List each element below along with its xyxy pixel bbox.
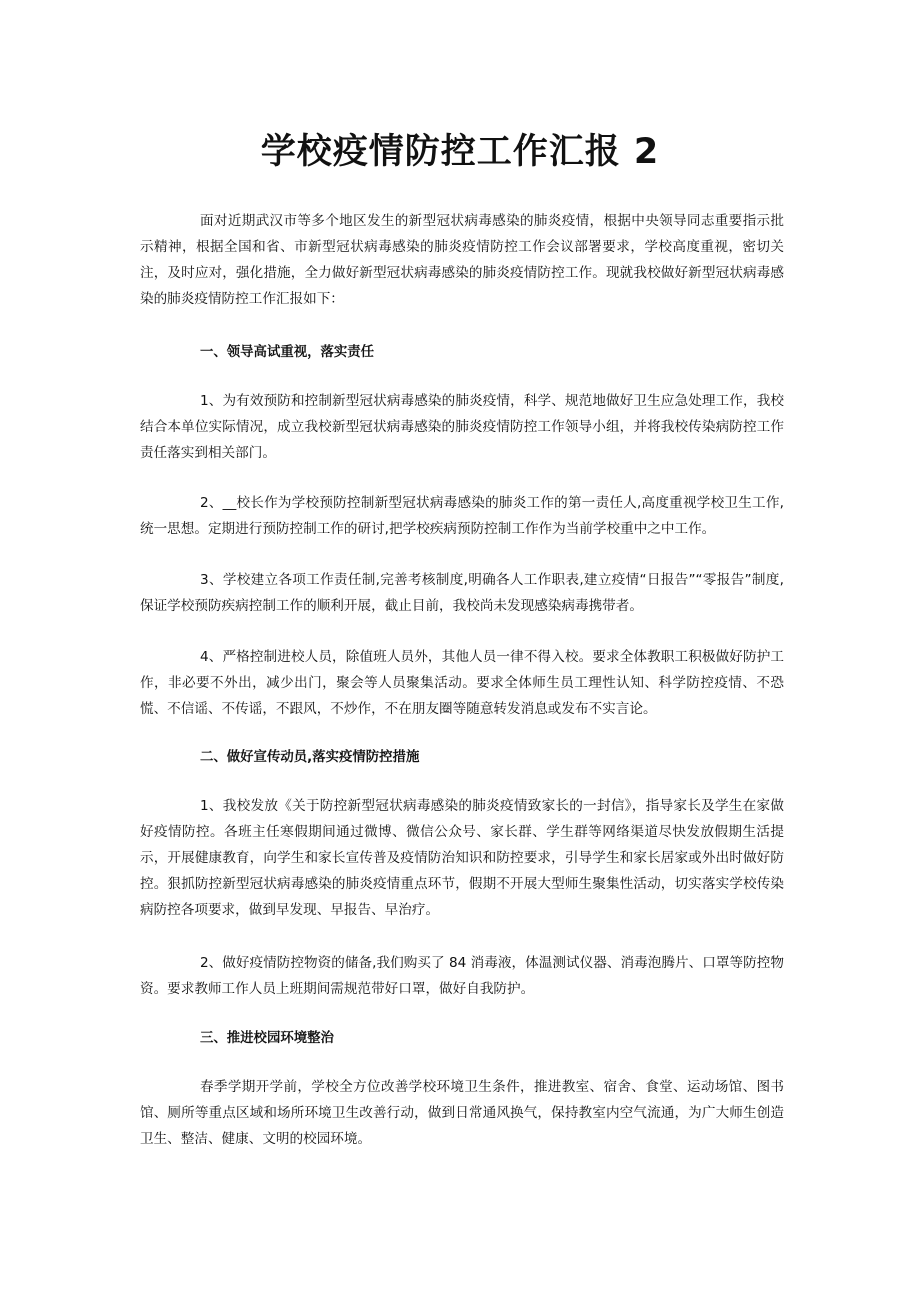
section-heading-2: 二、做好宣传动员,落实疫情防控措施 — [200, 750, 420, 765]
section-1-paragraph-2: 2、__校长作为学校预防控制新型冠状病毒感染的肺炎工作的第一责任人,高度重视学校卫生工作,统一思想。定期进行预防控制工作的研讨,把学校疾病预防控制工作作为当前学校重中之中工作。 — [140, 495, 784, 537]
section-2-paragraph-1: 1、我校发放《关于防控新型冠状病毒感染的肺炎疫情致家长的一封信》，指导家长及学生在家做好疫情防控。各班主任寒假期间通过微博、微信公众号、家长群、学生群等网络渠道尽快发放假期生活提示，开展健康教育，向学生和家长宣传普及疫情防治知识和防控要求，引导学生和家长居家或外出时做好防控。狠抓防控新型冠状病毒感染的肺炎疫情重点环节，假期不开展大型师生聚集性活动，切实落实学校传染病防控各项要求，做到早发现、早报告、早治疗。 — [140, 798, 784, 918]
document-title: 学校疫情防控工作汇报 2 — [260, 132, 660, 172]
section-3-paragraph-1: 春季学期开学前，学校全方位改善学校环境卫生条件，推进教室、宿舍、食堂、运动场馆、图书馆、厕所等重点区域和场所环境卫生改善行动，做到日常通风换气，保持教室内空气流通，为广大师生创造卫生、整洁、健康、文明的校园环境。 — [140, 1079, 784, 1147]
section-1-paragraph-3: 3、学校建立各项工作责任制,完善考核制度,明确各人工作职表,建立疫情“日报告”“零报告”制度,保证学校预防疾病控制工作的顺利开展，截止目前，我校尚未发现感染病毒携带者。 — [140, 572, 784, 614]
section-2-paragraph-2: 2、做好疫情防控物资的储备,我们购买了 84 消毒液，体温测试仪器、消毒泡腾片、口罩等防控物资。要求教师工作人员上班期间需规范带好口罩，做好自我防护。 — [140, 955, 784, 997]
intro-paragraph: 面对近期武汉市等多个地区发生的新型冠状病毒感染的肺炎疫情，根据中央领导同志重要指示批示精神，根据全国和省、市新型冠状病毒感染的肺炎疫情防控工作会议部署要求，学校高度重视，密切关注，及时应对，强化措施，全力做好新型冠状病毒感染的肺炎疫情防控工作。现就我校做好新型冠状病毒感染的肺炎疫情防控工作汇报如下： — [140, 213, 784, 307]
section-1-paragraph-1: 1、为有效预防和控制新型冠状病毒感染的肺炎疫情，科学、规范地做好卫生应急处理工作，我校结合本单位实际情况，成立我校新型冠状病毒感染的肺炎疫情防控工作领导小组，并将我校传染病防控工作责任落实到相关部门。 — [140, 393, 784, 461]
section-heading-3: 三、推进校园环境整治 — [200, 1031, 334, 1046]
section-heading-1: 一、领导高试重视，落实责任 — [200, 345, 375, 360]
section-1-paragraph-4: 4、严格控制进校人员，除值班人员外，其他人员一律不得入校。要求全体教职工积极做好防护工作，非必要不外出，减少出门，聚会等人员聚集活动。要求全体师生员工理性认知、科学防控疫情、不恐慌、不信谣、不传谣，不跟风，不炒作，不在朋友圈等随意转发消息或发布不实言论。 — [140, 649, 784, 717]
